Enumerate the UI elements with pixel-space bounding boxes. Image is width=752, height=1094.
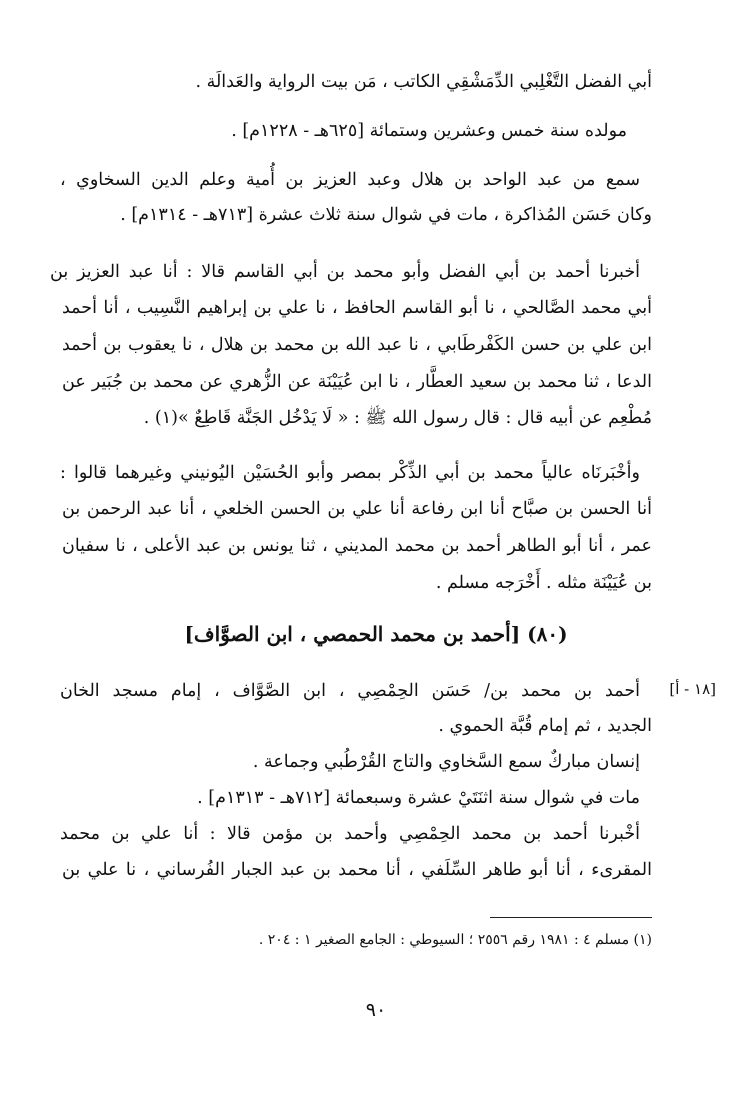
text-line: أبي محمد الصَّالحي ، نا أبو القاسم الحافظ ، نا علي بن إبراهيم النَّسِيب ، أنا أحمد <box>62 298 652 318</box>
text-line: مولده سنة خمس وعشرين وستمائة [٦٢٥هـ - ١٢٢٨م] . <box>231 121 627 141</box>
text-line: الجديد ، ثم إمام قُبَّة الحموي . <box>438 716 652 736</box>
text-line: ابن علي بن حسن الكَفْرطَابي ، نا عبد الله بن محمد بن هلال ، نا يعقوب بن أحمد <box>62 335 652 355</box>
text-line: أخْبرنا أحمد بن محمد الحِمْصِي وأحمد بن مؤمن قالا : أنا علي بن محمد <box>60 824 640 844</box>
footnote-separator <box>490 917 652 918</box>
text-line: المقرىء ، أنا أبو طاهر السِّلَفي ، أنا محمد بن عبد الجبار الفُرساني ، نا علي بن <box>62 860 652 880</box>
text-line: مُطْعِم عن أبيه قال : قال رسول الله ﷺ : « لَا يَدْخُل الجَنَّة قَاطِعٌ »(١) . <box>143 408 652 428</box>
text-line: أخبرنا أحمد بن أبي الفضل وأبو محمد بن أبي القاسم قالا : أنا عبد العزيز بن <box>50 262 640 282</box>
text-line: عمر ، أنا أبو الطاهر أحمد بن محمد المديني ، ثنا يونس بن عبد الأعلى ، نا سفيان <box>62 536 652 556</box>
text-line: مات في شوال سنة اثنَتَيْ عشرة وسبعمائة [٧١٢هـ - ١٣١٣م] . <box>197 788 640 808</box>
text-line: الدعا ، ثنا محمد بن سعيد العطَّار ، نا ابن عُيَيْنَة عن الزُّهري عن محمد بن جُبَير عن <box>62 372 652 392</box>
text-line: أحمد بن محمد بن/ حَسَن الحِمْصِي ، ابن الصَّوَّاف ، إمام مسجد الخان <box>60 681 640 701</box>
margin-folio-note: [١٨ - أ] <box>669 680 716 698</box>
text-line: سمع من عبد الواحد بن هلال وعبد العزيز بن أُمية وعلم الدين السخاوي ، <box>60 170 640 190</box>
section-heading: (٨٠) [أحمد بن محمد الحمصي ، ابن الصوَّاف] <box>184 622 568 646</box>
text-line: أنا الحسن بن صبَّاح أنا ابن رفاعة أنا علي بن الحسن الخلعي ، أنا عبد الرحمن بن <box>62 499 652 519</box>
page-number: ٩٠ <box>365 999 387 1021</box>
text-line: بن عُيَيْنَة مثله . أَخْرَجه مسلم . <box>435 573 652 593</box>
text-line: وكان حَسَن المُذاكرة ، مات في شوال سنة ثلاث عشرة [٧١٣هـ - ١٣١٤م] . <box>120 205 652 225</box>
text-line: أبي الفضل التَّغْلِبي الدِّمَشْقِي الكاتب ، مَن بيت الرواية والعَدالَة . <box>195 72 652 92</box>
footnote: (١) مسلم ٤ : ١٩٨١ رقم ٢٥٥٦ ؛ السيوطي : الجامع الصغير ١ : ٢٠٤ . <box>258 932 652 948</box>
text-line: إنسان مباركٌ سمع السَّخاوي والتاج القُرْطُبي وجماعة . <box>252 752 640 772</box>
text-line: وأخْبَرنَاه عالياً محمد بن أبي الذِّكْر بمصر وأبو الحُسَيْن اليُونيني وغيرهما قالوا : <box>60 463 640 483</box>
